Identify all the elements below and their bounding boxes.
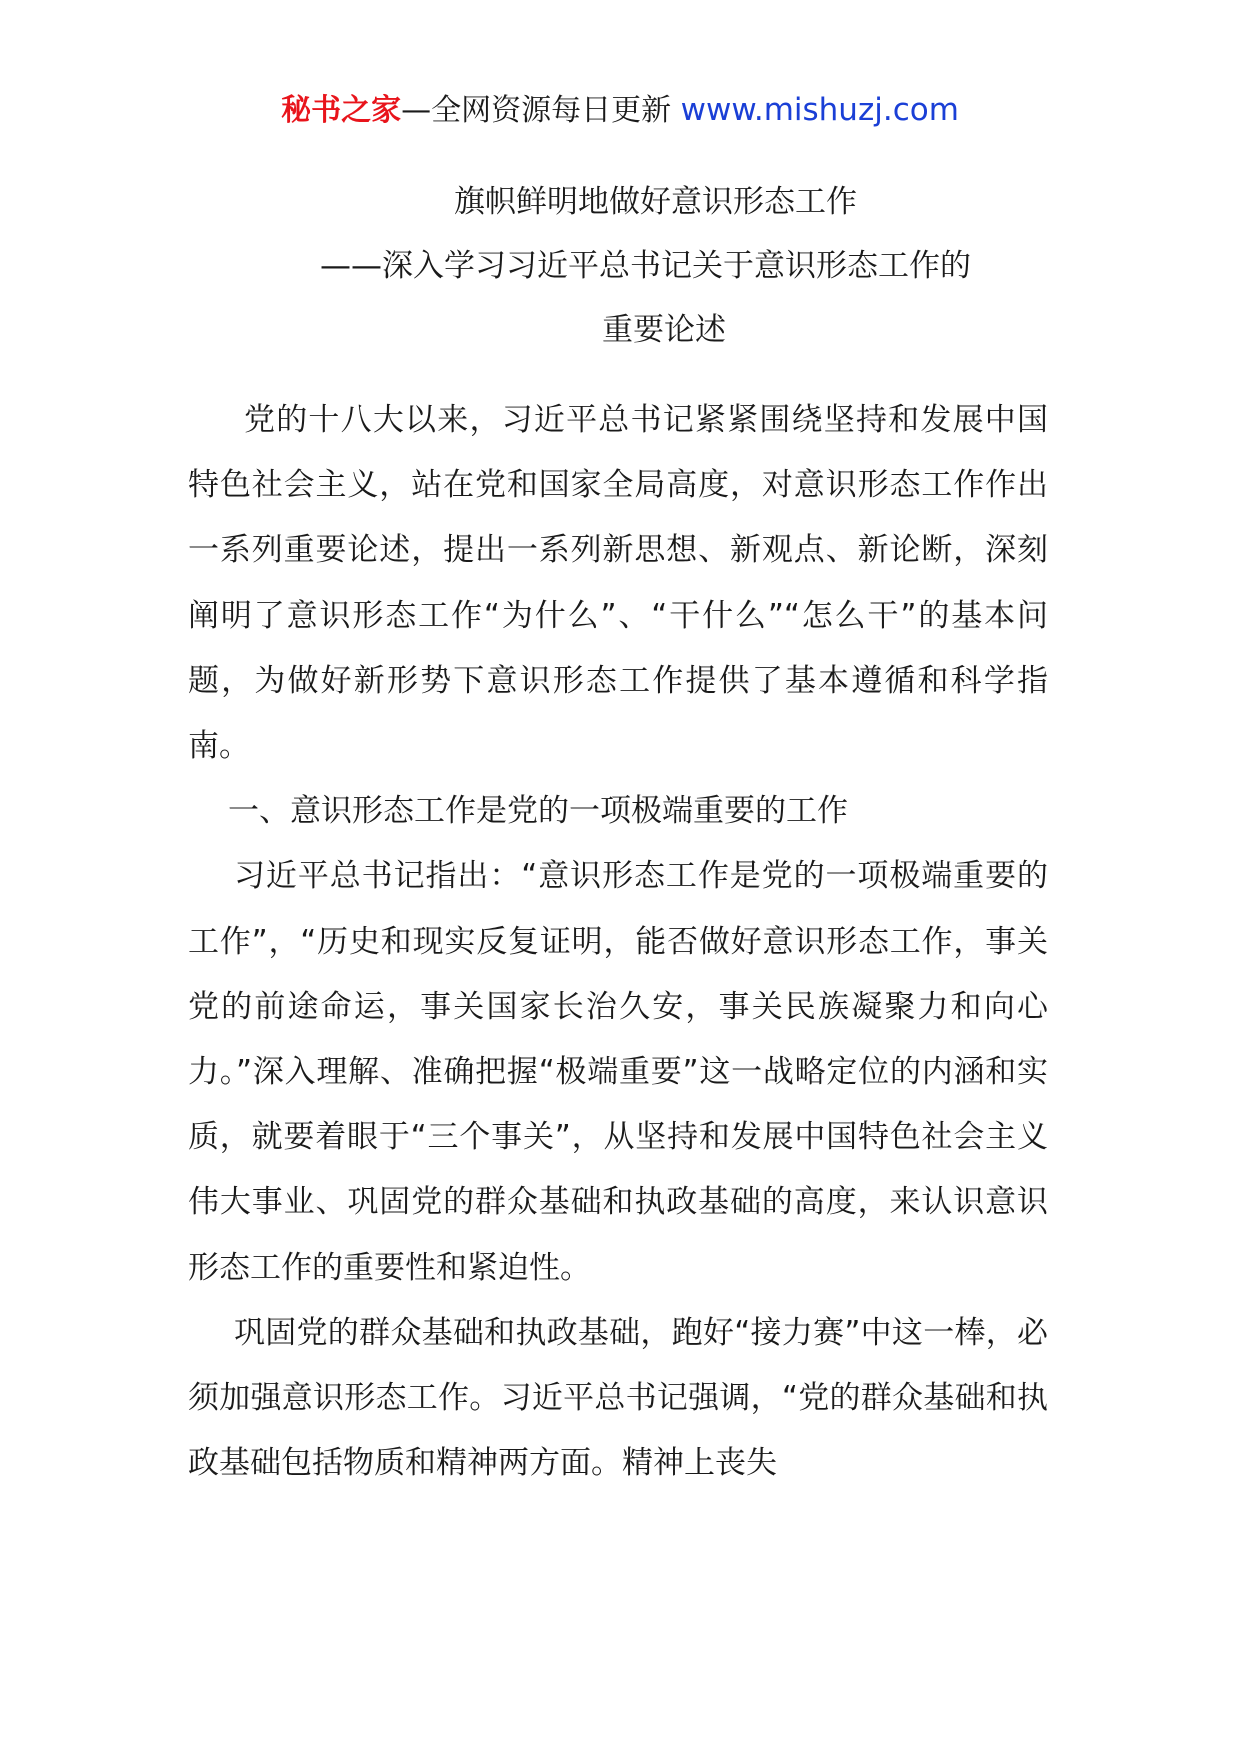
paragraph-section1-2: 巩固党的群众基础和执政基础，跑好“接力赛”中这一棒，必须加强意识形态工作。习近平总书记强调，“党的群众基础和执政基础包括物质和精神两方面。精神上丧失 xyxy=(188,1314,1048,1482)
paragraph-section1-1: 习近平总书记指出：“意识形态工作是党的一项极端重要的工作”，“历史和现实反复证明，能否做好意识形态工作，事关党的前途命运，事关国家长治久安，事关民族凝聚力和向心力。”深入理解、准确把握“极端重要”这一战略定位的内涵和实质，就要着眼于“三个事关”，从坚持和发展中国特色社会主义伟大事业、巩固党的群众基础和执政基础的高度，来认识意识形态工作的重要性和紧迫性。 xyxy=(188,858,1048,1286)
page-header xyxy=(0,88,1240,133)
title-subtitle-continued: 重要论述 xyxy=(602,312,726,348)
site-url-link[interactable]: www.mishuzj.com xyxy=(680,92,959,128)
section-heading-1: 一、意识形态工作是党的一项极端重要的工作 xyxy=(228,793,848,830)
header-tagline: —全网资源每日更新 xyxy=(401,93,672,128)
document-body xyxy=(188,388,1048,1496)
title-subtitle: ——深入学习习近平总书记关于意识形态工作的 xyxy=(320,248,971,284)
brand-name: 秘书之家 xyxy=(281,93,402,128)
document-title xyxy=(0,170,1240,362)
title-main: 旗帜鲜明地做好意识形态工作 xyxy=(454,184,857,220)
paragraph-intro: 党的十八大以来，习近平总书记紧紧围绕坚持和发展中国特色社会主义，站在党和国家全局高度，对意识形态工作作出一系列重要论述，提出一系列新思想、新观点、新论断，深刻阐明了意识形态工作“为什么”、“干什么”“怎么干”的基本问题，为做好新形势下意识形态工作提供了基本遵循和科学指南。 xyxy=(188,402,1048,765)
